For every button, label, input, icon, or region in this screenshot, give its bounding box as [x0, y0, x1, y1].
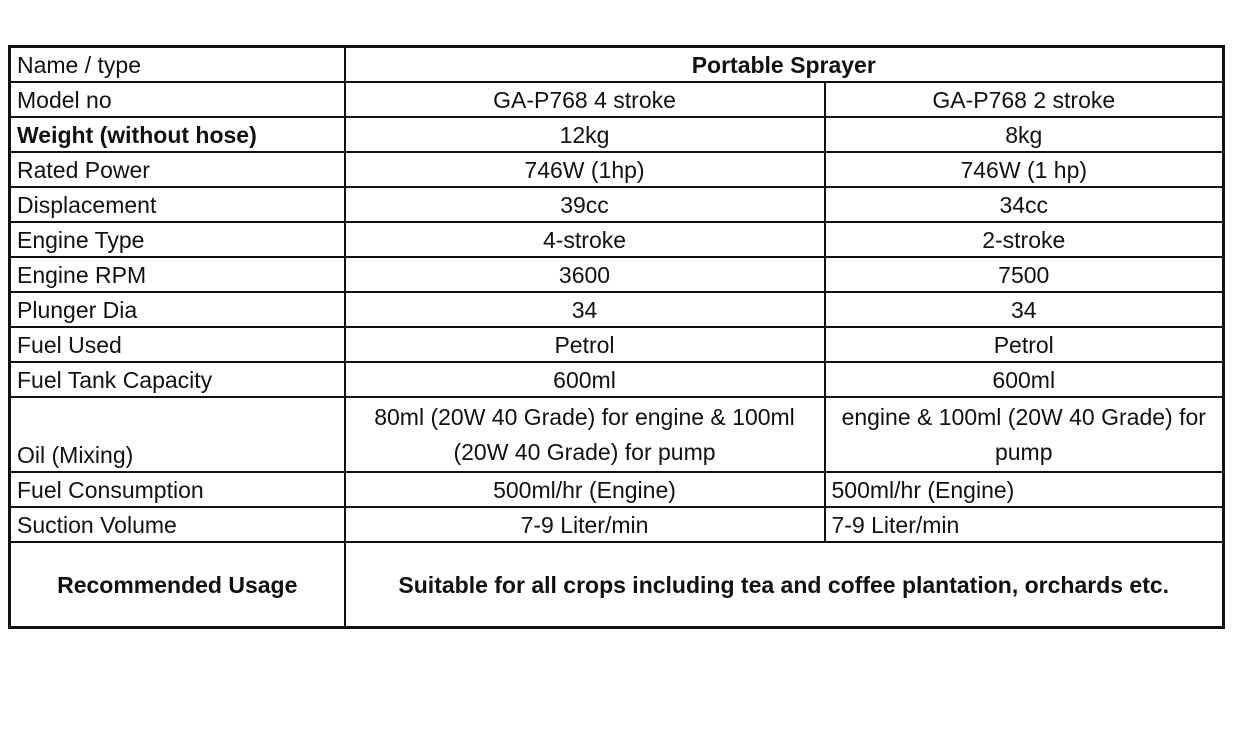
cell-2-stroke: 600ml	[825, 362, 1224, 397]
cell-4-stroke: 500ml/hr (Engine)	[345, 472, 825, 507]
table-row	[10, 82, 1224, 117]
row-label: Weight (without hose)	[10, 117, 345, 152]
recommended-label: Recommended Usage	[10, 542, 345, 628]
cell-2-stroke: 7-9 Liter/min	[825, 507, 1224, 542]
cell-2-stroke: 34cc	[825, 187, 1224, 222]
cell-4-stroke: 12kg	[345, 117, 825, 152]
row-label: Engine Type	[10, 222, 345, 257]
row-label: Fuel Tank Capacity	[10, 362, 345, 397]
row-label: Fuel Consumption	[10, 472, 345, 507]
row-label: Oil (Mixing)	[10, 397, 345, 472]
cell-2-stroke: Petrol	[825, 327, 1224, 362]
table-row	[10, 327, 1224, 362]
header-title: Portable Sprayer	[345, 47, 1224, 83]
table-row	[10, 257, 1224, 292]
table-row	[10, 292, 1224, 327]
cell-2-stroke: engine & 100ml (20W 40 Grade) for pump	[825, 397, 1224, 472]
table-row	[10, 507, 1224, 542]
cell-2-stroke: 746W (1 hp)	[825, 152, 1224, 187]
spec-table	[8, 45, 1225, 629]
row-label: Displacement	[10, 187, 345, 222]
cell-2-stroke: 34	[825, 292, 1224, 327]
cell-2-stroke: 500ml/hr (Engine)	[825, 472, 1224, 507]
table-row	[10, 117, 1224, 152]
row-label: Plunger Dia	[10, 292, 345, 327]
row-label: Rated Power	[10, 152, 345, 187]
cell-4-stroke: 3600	[345, 257, 825, 292]
cell-4-stroke: 4-stroke	[345, 222, 825, 257]
cell-4-stroke: 7-9 Liter/min	[345, 507, 825, 542]
header-label: Name / type	[10, 47, 345, 83]
cell-4-stroke: Petrol	[345, 327, 825, 362]
cell-4-stroke: GA-P768 4 stroke	[345, 82, 825, 117]
cell-4-stroke: 80ml (20W 40 Grade) for engine & 100ml (20W 40 Grade) for pump	[345, 397, 825, 472]
cell-4-stroke: 39cc	[345, 187, 825, 222]
cell-2-stroke: 7500	[825, 257, 1224, 292]
cell-2-stroke: 2-stroke	[825, 222, 1224, 257]
table-row	[10, 187, 1224, 222]
table-row	[10, 362, 1224, 397]
table-row	[10, 152, 1224, 187]
cell-2-stroke: GA-P768 2 stroke	[825, 82, 1224, 117]
table-row	[10, 222, 1224, 257]
cell-4-stroke: 34	[345, 292, 825, 327]
row-label: Model no	[10, 82, 345, 117]
recommended-text: Suitable for all crops including tea and coffee plantation, orchards etc.	[345, 542, 1224, 628]
table-row	[10, 472, 1224, 507]
row-label: Engine RPM	[10, 257, 345, 292]
row-label: Suction Volume	[10, 507, 345, 542]
row-label: Fuel Used	[10, 327, 345, 362]
recommended-row	[10, 542, 1224, 628]
table-row	[10, 397, 1224, 472]
cell-4-stroke: 600ml	[345, 362, 825, 397]
header-row	[10, 47, 1224, 83]
cell-2-stroke: 8kg	[825, 117, 1224, 152]
cell-4-stroke: 746W (1hp)	[345, 152, 825, 187]
